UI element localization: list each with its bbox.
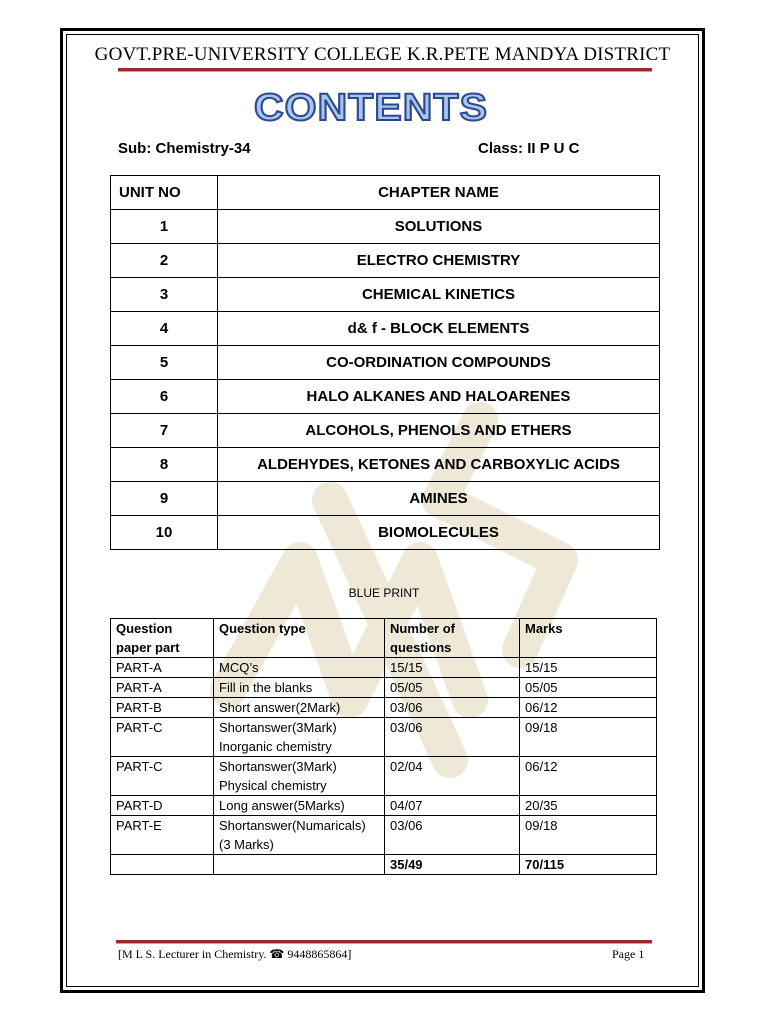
table-row <box>111 448 660 482</box>
part-cell: PART-B <box>111 698 214 718</box>
chapter-name: AMINES <box>218 482 660 516</box>
table-row <box>111 278 660 312</box>
type-cell: Shortanswer(3Mark) Inorganic chemistry <box>214 718 385 757</box>
type-cell: Shortanswer(3Mark) Physical chemistry <box>214 757 385 796</box>
unit-number: 10 <box>111 516 218 550</box>
class-label: Class: II P U C <box>478 140 580 157</box>
footer-rule <box>116 940 652 943</box>
table-row <box>111 516 660 550</box>
number-cell: 04/07 <box>385 796 520 816</box>
chapter-name: ALCOHOLS, PHENOLS AND ETHERS <box>218 414 660 448</box>
table-row <box>111 414 660 448</box>
unit-no-header: UNIT NO <box>111 176 218 210</box>
unit-number: 7 <box>111 414 218 448</box>
total-row <box>111 855 657 875</box>
table-row <box>111 816 657 855</box>
table-row <box>111 482 660 516</box>
unit-number: 8 <box>111 448 218 482</box>
part-cell: PART-E <box>111 816 214 855</box>
part-cell: PART-C <box>111 718 214 757</box>
subject-label: Sub: Chemistry-34 <box>118 140 251 157</box>
unit-number: 2 <box>111 244 218 278</box>
chapter-name: d& f - BLOCK ELEMENTS <box>218 312 660 346</box>
type-cell: Short answer(2Mark) <box>214 698 385 718</box>
unit-number: 4 <box>111 312 218 346</box>
table-row <box>111 658 657 678</box>
blue-print-table <box>110 618 657 875</box>
number-cell: 05/05 <box>385 678 520 698</box>
table-row <box>111 678 657 698</box>
chapter-name: CHEMICAL KINETICS <box>218 278 660 312</box>
table-row <box>111 757 657 796</box>
number-header: Number of questions <box>385 619 520 658</box>
chapter-name: ELECTRO CHEMISTRY <box>218 244 660 278</box>
part-header: Question paper part <box>111 619 214 658</box>
units-table <box>110 175 660 550</box>
unit-number: 5 <box>111 346 218 380</box>
marks-cell: 05/05 <box>520 678 657 698</box>
footer-lecturer-info: [M L S. Lecturer in Chemistry. ☎ 9448865864] <box>118 947 352 961</box>
page-number: Page 1 <box>612 947 645 961</box>
marks-cell: 06/12 <box>520 757 657 796</box>
contents-title <box>254 80 514 132</box>
part-cell: PART-A <box>111 658 214 678</box>
total-number-cell: 35/49 <box>385 855 520 875</box>
type-cell: Fill in the blanks <box>214 678 385 698</box>
chapter-name: HALO ALKANES AND HALOARENES <box>218 380 660 414</box>
number-cell: 03/06 <box>385 718 520 757</box>
type-cell: Shortanswer(Numaricals) (3 Marks) <box>214 816 385 855</box>
units-header-row <box>111 176 660 210</box>
total-part-cell <box>111 855 214 875</box>
table-row <box>111 796 657 816</box>
total-type-cell <box>214 855 385 875</box>
part-cell: PART-D <box>111 796 214 816</box>
chapter-name: BIOMOLECULES <box>218 516 660 550</box>
table-row <box>111 380 660 414</box>
unit-number: 6 <box>111 380 218 414</box>
type-cell: MCQ’s <box>214 658 385 678</box>
table-row <box>111 346 660 380</box>
table-row <box>111 312 660 346</box>
marks-cell: 09/18 <box>520 816 657 855</box>
svg-text:CONTENTS: CONTENTS <box>254 87 488 129</box>
table-row <box>111 698 657 718</box>
chapter-name: SOLUTIONS <box>218 210 660 244</box>
chapter-name-header: CHAPTER NAME <box>218 176 660 210</box>
type-header: Question type <box>214 619 385 658</box>
unit-number: 9 <box>111 482 218 516</box>
marks-cell: 09/18 <box>520 718 657 757</box>
table-row <box>111 718 657 757</box>
number-cell: 03/06 <box>385 816 520 855</box>
blue-print-header-row <box>111 619 657 658</box>
type-cell: Long answer(5Marks) <box>214 796 385 816</box>
table-row <box>111 244 660 278</box>
unit-number: 1 <box>111 210 218 244</box>
header-rule <box>118 68 652 71</box>
marks-header: Marks <box>520 619 657 658</box>
chapter-name: CO-ORDINATION COMPOUNDS <box>218 346 660 380</box>
number-cell: 03/06 <box>385 698 520 718</box>
college-heading: GOVT.PRE-UNIVERSITY COLLEGE K.R.PETE MANDYA DISTRICT <box>94 44 671 65</box>
part-cell: PART-C <box>111 757 214 796</box>
number-cell: 15/15 <box>385 658 520 678</box>
marks-cell: 15/15 <box>520 658 657 678</box>
table-row <box>111 210 660 244</box>
part-cell: PART-A <box>111 678 214 698</box>
total-marks-cell: 70/115 <box>520 855 657 875</box>
number-cell: 02/04 <box>385 757 520 796</box>
blue-print-title: BLUE PRINT <box>348 586 420 600</box>
chapter-name: ALDEHYDES, KETONES AND CARBOXYLIC ACIDS <box>218 448 660 482</box>
unit-number: 3 <box>111 278 218 312</box>
marks-cell: 06/12 <box>520 698 657 718</box>
marks-cell: 20/35 <box>520 796 657 816</box>
